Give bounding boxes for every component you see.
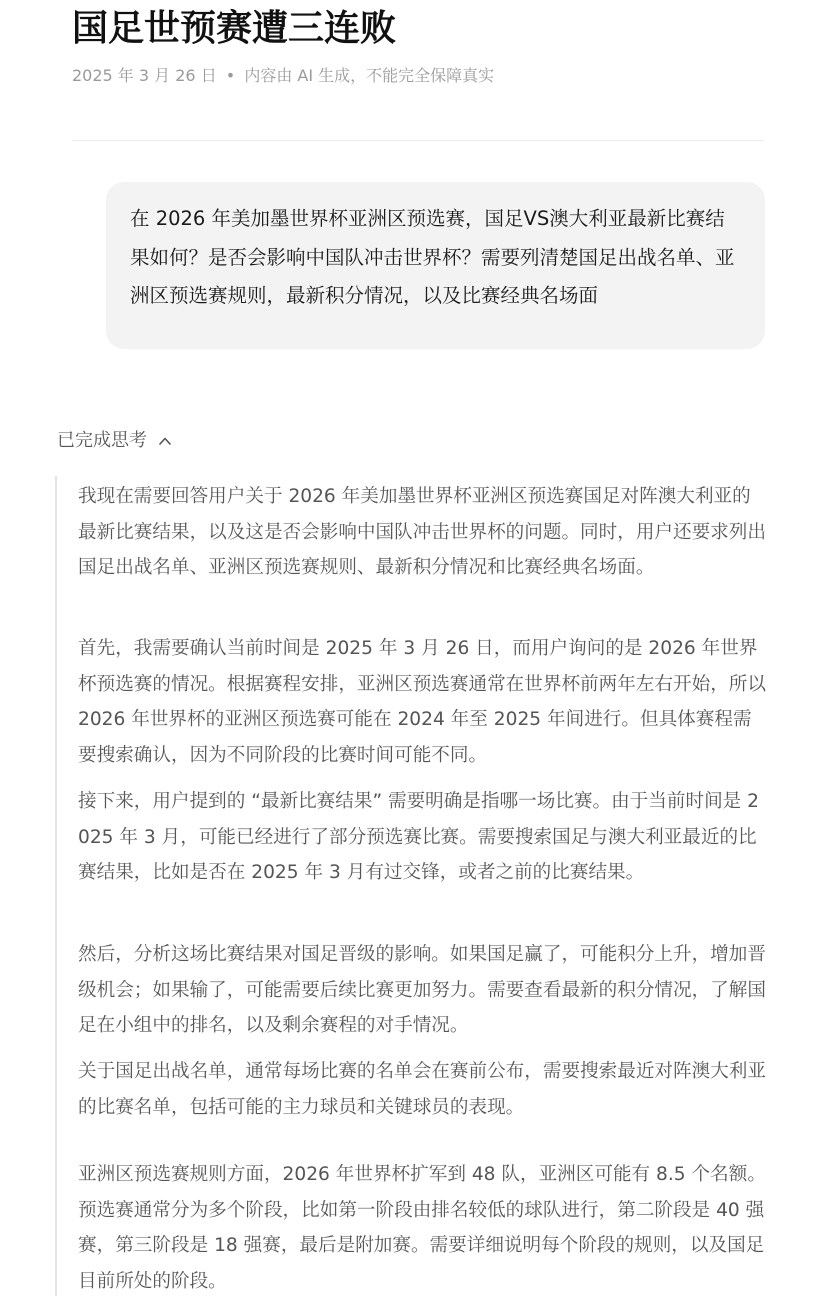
thinking-paragraph: 然后，分析这场比赛结果对国足晋级的影响。如果国足赢了，可能积分上升，增加晋级机会；如果输了，可能需要后续比赛更加努力。需要查看最新的积分情况，了解国足在小组中的排名，以及剩余赛程的对手情况。 bbox=[78, 944, 766, 1036]
thinking-paragraph: 接下来，用户提到的 “最新比赛结果” 需要明确是指哪一场比赛。由于当前时间是 2025 年 3 月，可能已经进行了部分预选赛比赛。需要搜索国足与澳大利亚最近的比赛结果，比如是否在 2025 年 3 月有过交锋，或者之前的比赛结果。 bbox=[78, 791, 760, 883]
thinking-content bbox=[55, 476, 765, 1296]
page-title: 国足世预赛遭三连败 bbox=[72, 8, 397, 49]
thinking-toggle[interactable] bbox=[57, 426, 173, 456]
thinking-paragraph: 亚洲区预选赛规则方面，2026 年世界杯扩军到 48 队，亚洲区可能有 8.5 个名额。预选赛通常分为多个阶段，比如第一阶段由排名较低的球队进行，第二阶段是 40 强赛，第三阶段是 18 强赛，最后是附加赛。需要详细说明每个阶段的规则，以及国足目前所处的阶段。 bbox=[78, 1164, 766, 1292]
thinking-paragraph: 我现在需要回答用户关于 2026 年美加墨世界杯亚洲区预选赛国足对阵澳大利亚的最新比赛结果，以及这是否会影响中国队冲击世界杯的问题。同时，用户还要求列出国足出战名单、亚洲区预选赛规则、最新积分情况和比赛经典名场面。 bbox=[78, 486, 766, 578]
user-message-bubble bbox=[106, 182, 765, 349]
user-message-text: 在 2026 年美加墨世界杯亚洲区预选赛，国足VS澳大利亚最新比赛结果如何？是否会影响中国队冲击世界杯？需要列清楚国足出战名单、亚洲区预选赛规则，最新积分情况，以及比赛经典名场面 bbox=[130, 207, 735, 307]
page-meta bbox=[72, 64, 494, 88]
header-divider bbox=[72, 140, 764, 141]
meta-date: 2025 年 3 月 26 日 bbox=[72, 66, 217, 85]
meta-separator: • bbox=[225, 66, 236, 85]
thinking-paragraph: 首先，我需要确认当前时间是 2025 年 3 月 26 日，而用户询问的是 2026 年世界杯预选赛的情况。根据赛程安排，亚洲区预选赛通常在世界杯前两年左右开始，所以 2026 年世界杯的亚洲区预选赛可能在 2024 年至 2025 年间进行。但具体赛程需要搜索确认，因为不同阶段的比赛时间可能不同。 bbox=[78, 638, 766, 766]
meta-disclaimer: 内容由 AI 生成，不能完全保障真实 bbox=[244, 66, 495, 85]
chevron-up-icon bbox=[157, 433, 173, 449]
thinking-paragraph: 关于国足出战名单，通常每场比赛的名单会在赛前公布，需要搜索最近对阵澳大利亚的比赛名单，包括可能的主力球员和关键球员的表现。 bbox=[78, 1061, 766, 1118]
thinking-toggle-label: 已完成思考 bbox=[57, 430, 147, 451]
